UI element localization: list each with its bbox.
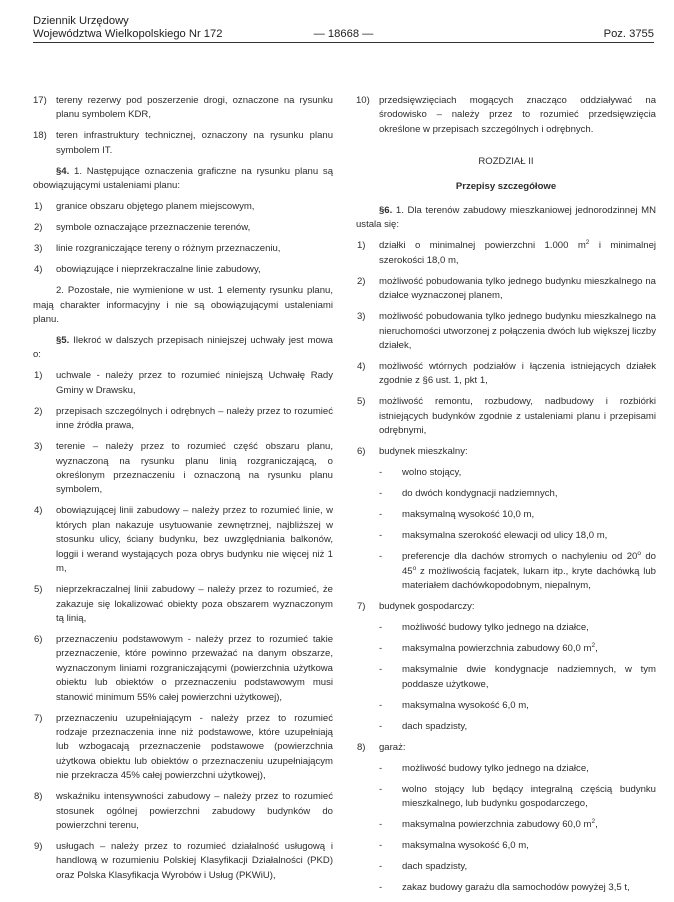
paragraph-label: §5. (56, 335, 70, 347)
paragraph-text: 1. Dla terenów zabudowy mieszkaniowej jednorodzinnej MN ustala się: (356, 205, 656, 231)
sub-item-text: maksymalna powierzchnia zabudowy 60,0 m (402, 818, 592, 830)
sub-item-text: dach spadzisty, (402, 720, 468, 732)
item-number: 7) (357, 601, 366, 613)
paragraph-label: §6. (379, 205, 393, 217)
dash-bullet: - (379, 643, 383, 655)
dash-bullet: - (379, 488, 383, 500)
dash-bullet: - (379, 509, 383, 521)
superscript: 2 (591, 642, 596, 650)
item-number: 8) (34, 791, 43, 803)
item-text: uchwale - należy przez to rozumieć niniejszą Uchwałę Rady Gminy w Drawsku, (56, 370, 333, 396)
sub-item-text: maksymalnie dwie kondygnacje nadziemnych, w tym poddasze użytkowe, (402, 664, 656, 690)
sub-item-text: maksymalna wysokość 6,0 m, (402, 839, 529, 851)
sub-item (356, 839, 656, 853)
paragraph-text: 1. Następujące oznaczenia graficzne na rysunku planu są obowiązującymi ustaleniami planu: (33, 165, 333, 192)
item-text: działki o minimalnej powierzchni 1.000 m (379, 240, 586, 252)
list-item (33, 242, 333, 256)
list-item (356, 741, 656, 755)
item-number: 2) (34, 405, 43, 417)
page-header (33, 8, 654, 43)
item-text: przedsięwzięciach mogących znacząco oddziaływać na środowisko – należy przez to rozumieć przedsięwzięcia określone w przepisach szczególnych i odrębnych. (379, 95, 656, 135)
paragraph-text: Ilekroć w dalszych przepisach niniejszej uchwały jest mowa o: (33, 335, 333, 361)
item-number: 6) (34, 633, 43, 645)
item-number: 17) (33, 95, 47, 106)
list-item (33, 712, 333, 784)
item-text: usługach – należy przez to rozumieć działalność usługową i handlową w rozumieniu Polskiej Klasyfikacji Działalności (PKD) oraz Polska Klasyfikacja Wyrobów i Usług (PKWiU), (56, 840, 333, 881)
item-number: 3) (34, 441, 43, 453)
item-number: 5) (357, 396, 366, 408)
sub-item (356, 550, 656, 593)
item-number: 2) (34, 222, 43, 234)
item-text: granice obszaru objętego planem miejscowym, (56, 201, 255, 213)
list-item (33, 221, 333, 235)
sub-item-text: zakaz budowy garażu dla samochodów powyżej 3,5 t, (402, 881, 630, 893)
sub-item (356, 508, 656, 522)
dash-bullet: - (379, 818, 383, 830)
sub-item (356, 529, 656, 543)
dash-bullet: - (379, 530, 383, 542)
list-item (33, 440, 333, 498)
item-number: 5) (34, 584, 43, 596)
sub-item-text: maksymalną wysokość 10,0 m, (402, 509, 535, 521)
sub-item (356, 466, 656, 480)
sub-item-text: , (595, 643, 598, 655)
dash-bullet: - (379, 551, 383, 563)
superscript: 2 (591, 817, 596, 825)
dash-bullet: - (379, 762, 383, 774)
item-number: 10) (356, 95, 370, 106)
item-number: 4) (34, 264, 43, 276)
item-text: budynek mieszkalny: (379, 446, 468, 458)
dash-bullet: - (379, 720, 383, 732)
list-item (33, 200, 333, 214)
item-number: 6) (357, 446, 366, 458)
list-item (33, 369, 333, 398)
chapter-heading: ROZDZIAŁ II (478, 156, 534, 168)
left-column (33, 94, 333, 890)
list-item (33, 263, 333, 277)
sub-item (356, 783, 656, 812)
paragraph-5 (33, 334, 333, 363)
item-number: 1) (357, 240, 366, 252)
dash-bullet: - (379, 664, 383, 676)
item-text: budynek gospodarczy: (379, 601, 475, 613)
item-number: 18) (33, 130, 47, 142)
item-text: możliwość pobudowania tylko jednego budynku mieszkalnego na działce wyznaczonej planem, (379, 275, 656, 302)
item-text: przeznaczeniu podstawowym - należy przez to rozumieć takie przeznaczenie, które powinno przeważać na danym obszarze, wyznaczonym liniami rozgraniczającymi (powierzchnia użytkowa obiektu lub obiektów o przeznaczeniu podstawowym musi stanowić minimum 55% całej powierzchni użytkowej), (56, 633, 333, 703)
sub-item-text: maksymalna wysokość 6,0 m, (402, 699, 529, 711)
sub-item (356, 621, 656, 635)
dash-bullet: - (379, 860, 383, 872)
item-text: tereny rezerwy pod poszerzenie drogi, oznaczone na rysunku planu symbolem KDR, (56, 95, 333, 121)
item-number: 1) (34, 370, 43, 382)
item-number: 4) (357, 361, 366, 373)
right-column (356, 94, 656, 902)
page-number: — 18668 — (313, 28, 374, 40)
sub-item-text: z możliwością facjatek, lukarn itp., kryte dachówką lub materiałem dachówkopodobnym, niepalnym, (402, 565, 656, 592)
item-number: 2) (357, 275, 366, 287)
sub-item-text: wolno stojący, (402, 467, 462, 479)
superscript: 2 (585, 239, 590, 247)
dash-bullet: - (379, 783, 383, 795)
sub-item-text: , (595, 818, 598, 830)
list-item (356, 239, 656, 268)
list-item (33, 840, 333, 883)
degree-sign: o (637, 550, 641, 558)
list-item (33, 583, 333, 626)
item-number: 7) (34, 712, 43, 724)
sub-item (356, 818, 656, 832)
item-text: przepisach szczególnych i odrębnych – należy przez to rozumieć inne źródła prawa, (56, 405, 333, 432)
sub-item-text: preferencje dla dachów stromych o nachyleniu od 20 (402, 551, 638, 563)
item-text: możliwość remontu, rozbudowy, nadbudowy i rozbiórki istniejących budynków zgodnie z ustaleniami planu i przepisami odrębnymi, (379, 396, 656, 437)
item-text: garaż: (379, 741, 406, 753)
paragraph-label: §4. (56, 165, 70, 177)
item-number: 1) (34, 201, 43, 213)
chapter-title: Przepisy szczegółowe (455, 180, 557, 192)
sub-item-text: do dwóch kondygnacji nadziemnych, (402, 488, 558, 500)
item-number: 9) (34, 840, 43, 852)
position-number: Poz. 3755 (603, 28, 654, 40)
paragraph-4-2: 2. Pozostałe, nie wymienione w ust. 1 elementy rysunku planu, mają charakter informacyjny i nie są obowiązującymi ustaleniami planu. (33, 285, 333, 326)
item-number: 4) (34, 505, 43, 517)
item-number: 3) (34, 243, 43, 255)
list-item (356, 445, 656, 459)
sub-item-text: do 45 (402, 551, 656, 577)
list-item (356, 94, 656, 137)
list-item (356, 360, 656, 389)
item-number: 8) (357, 741, 366, 753)
list-item (356, 275, 656, 304)
sub-item-text: możliwość budowy tylko jednego na działce, (402, 622, 589, 634)
paragraph-4 (33, 165, 333, 194)
sub-item (356, 487, 656, 501)
journal-title-line2: Województwa Wielkopolskiego Nr 172 (33, 28, 223, 40)
item-text: linie rozgraniczające tereny o różnym przeznaczeniu, (56, 243, 281, 255)
dash-bullet: - (379, 622, 383, 634)
list-item (356, 395, 656, 438)
sub-item-text: maksymalna powierzchnia zabudowy 60,0 m (402, 643, 592, 655)
dash-bullet: - (379, 881, 383, 893)
paragraph-6 (356, 204, 656, 233)
sub-item (356, 663, 656, 692)
item-text: możliwość wtórnych podziałów i łączenia istniejących działek zgodnie z §6 ust. 1, pkt 1, (379, 361, 656, 387)
list-item (33, 790, 333, 833)
dash-bullet: - (379, 699, 383, 711)
dash-bullet: - (379, 467, 383, 479)
list-item (33, 405, 333, 434)
sub-item (356, 762, 656, 776)
sub-item (356, 642, 656, 656)
journal-title-line1: Dziennik Urzędowy (33, 15, 129, 27)
list-item (33, 94, 333, 123)
sub-item (356, 699, 656, 713)
sub-item-text: maksymalna szerokość elewacji od ulicy 18,0 m, (402, 530, 608, 542)
sub-item (356, 720, 656, 734)
sub-item-text: dach spadzisty, (402, 860, 468, 872)
sub-item (356, 860, 656, 874)
list-item (33, 129, 333, 158)
item-text: obowiązującej linii zabudowy – należy przez to rozumieć linie, w których plan nakazuje usytuowanie zewnętrznej, najbliższej w stosunku ulicy, ściany budynku, bez uwzględniania balkonów, loggii i werand wystających poza obrys budynku nie więcej niż 1 m, (56, 505, 333, 575)
item-text: możliwość pobudowania tylko jednego budynku mieszkalnego na nieruchomości utworzonej z połączenia dwóch lub większej liczby działek, (379, 311, 656, 352)
item-text: obowiązujące i nieprzekraczalne linie zabudowy, (56, 264, 261, 276)
item-text: przeznaczeniu uzupełniającym - należy przez to rozumieć rodzaje przeznaczenia inne niż podstawowe, które uzupełniają lub wzbogacają przeznaczenie podstawowe (powierzchnia użytkowa obiektu lub obiektów o przeznaczeniu uzupełniającym nie przekracza 45% całej powierzchni użytkowej), (56, 712, 333, 782)
sub-item (356, 881, 656, 895)
degree-sign: o (412, 564, 417, 572)
item-text: symbole oznaczające przeznaczenie terenów, (56, 222, 251, 234)
item-text: nieprzekraczalnej linii zabudowy – należy przez to rozumieć, że zakazuje się lokalizować obiekty poza obszarem wyznaczonym tą linią, (56, 584, 333, 624)
list-item (356, 600, 656, 614)
item-number: 3) (357, 311, 366, 323)
list-item (33, 633, 333, 705)
list-item (33, 504, 333, 576)
dash-bullet: - (379, 839, 383, 851)
item-text: wskaźniku intensywności zabudowy – należy przez to rozumieć stosunek ogólnej powierzchni zabudowy budynków do powierzchni terenu, (56, 791, 333, 831)
item-text: terenie – należy przez to rozumieć część obszaru planu, wyznaczoną na rysunku planu linią rozgraniczającą, o określonym przeznaczeniu i oznaczoną na rysunku planu symbolem, (56, 441, 333, 496)
item-text: i minimalnej szerokości 18,0 m, (379, 240, 656, 266)
sub-item-text: wolno stojący lub będący integralną częścią budynku mieszkalnego, lub budynku gospodarczego, (402, 783, 656, 809)
sub-item-text: możliwość budowy tylko jednego na działce, (402, 762, 589, 774)
item-text: teren infrastruktury technicznej, oznaczony na rysunku planu symbolem IT. (56, 130, 333, 156)
list-item (356, 310, 656, 353)
